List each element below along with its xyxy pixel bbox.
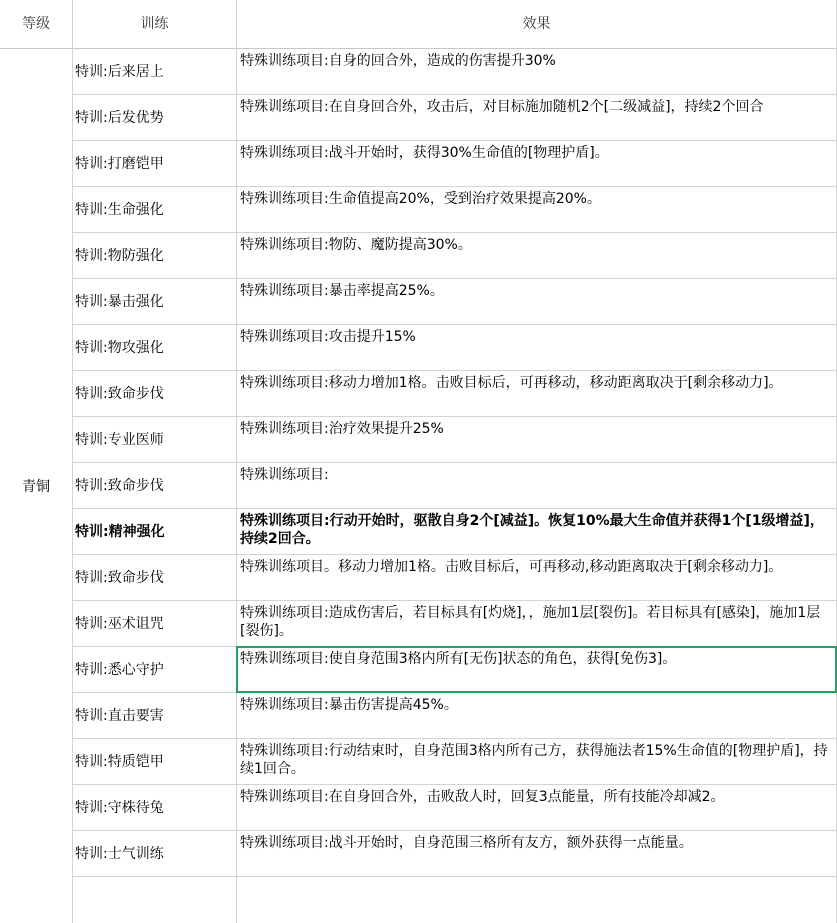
table-row	[0, 233, 837, 279]
training-name-cell[interactable]: 特训:物攻强化	[73, 325, 237, 371]
effect-cell[interactable]: 特殊训练项目:移动力增加1格。击败目标后，可再移动，移动距离取决于[剩余移动力]。	[237, 371, 837, 417]
table-row	[0, 279, 837, 325]
table-row	[0, 95, 837, 141]
training-name-cell[interactable]: 特训:致命步伐	[73, 463, 237, 509]
effect-cell[interactable]: 特殊训练项目:自身的回合外，造成的伤害提升30%	[237, 49, 837, 95]
effect-cell[interactable]: 特殊训练项目:暴击伤害提高45%。	[237, 693, 837, 739]
table-row	[0, 463, 837, 509]
training-name-cell[interactable]: 特训:特质铠甲	[73, 739, 237, 785]
training-name-cell[interactable]: 特训:致命步伐	[73, 555, 237, 601]
table-row	[0, 739, 837, 785]
header-row	[0, 0, 837, 49]
effect-cell[interactable]: 特殊训练项目:使自身范围3格内所有[无伤]状态的角色，获得[免伤3]。	[237, 647, 837, 693]
training-name-cell[interactable]: 特训:物防强化	[73, 233, 237, 279]
training-name-cell[interactable]: 特训:专业医师	[73, 417, 237, 463]
empty-row	[0, 877, 837, 923]
header-training[interactable]: 训练	[73, 0, 237, 49]
table-row	[0, 601, 837, 647]
effect-cell[interactable]: 特殊训练项目:治疗效果提升25%	[237, 417, 837, 463]
table-row	[0, 49, 837, 95]
grade-cell[interactable]: 青铜	[0, 49, 73, 923]
training-name-cell[interactable]: 特训:后来居上	[73, 49, 237, 95]
header-grade[interactable]: 等级	[0, 0, 73, 49]
effect-cell[interactable]: 特殊训练项目:生命值提高20%，受到治疗效果提高20%。	[237, 187, 837, 233]
table-row	[0, 555, 837, 601]
effect-cell[interactable]: 特殊训练项目:暴击率提高25%。	[237, 279, 837, 325]
effect-cell[interactable]: 特殊训练项目:行动开始时，驱散自身2个[减益]。恢复10%最大生命值并获得1个[1级增益]，持续2回合。	[237, 509, 837, 555]
effect-cell[interactable]: 特殊训练项目:物防、魔防提高30%。	[237, 233, 837, 279]
header-effect[interactable]: 效果	[237, 0, 837, 49]
table-row	[0, 141, 837, 187]
table-row	[0, 371, 837, 417]
training-name-cell[interactable]: 特训:暴击强化	[73, 279, 237, 325]
training-name-cell[interactable]: 特训:士气训练	[73, 831, 237, 877]
training-name-cell[interactable]: 特训:巫术诅咒	[73, 601, 237, 647]
empty-cell[interactable]	[73, 877, 237, 923]
table-row	[0, 187, 837, 233]
training-name-cell[interactable]: 特训:打磨铠甲	[73, 141, 237, 187]
table-row	[0, 693, 837, 739]
table-row	[0, 647, 837, 693]
table-row	[0, 785, 837, 831]
effect-cell[interactable]: 特殊训练项目:在自身回合外，攻击后，对目标施加随机2个[二级减益]，持续2个回合	[237, 95, 837, 141]
empty-cell[interactable]	[237, 877, 837, 923]
training-name-cell[interactable]: 特训:悉心守护	[73, 647, 237, 693]
training-name-cell[interactable]: 特训:守株待兔	[73, 785, 237, 831]
effect-cell[interactable]: 特殊训练项目:战斗开始时，获得30%生命值的[物理护盾]。	[237, 141, 837, 187]
table-row	[0, 831, 837, 877]
effect-cell[interactable]: 特殊训练项目:战斗开始时，自身范围三格所有友方，额外获得一点能量。	[237, 831, 837, 877]
effect-cell[interactable]: 特殊训练项目:攻击提升15%	[237, 325, 837, 371]
training-name-cell[interactable]: 特训:致命步伐	[73, 371, 237, 417]
table-row	[0, 417, 837, 463]
effect-cell[interactable]: 特殊训练项目:行动结束时，自身范围3格内所有己方，获得施法者15%生命值的[物理护盾]，持续1回合。	[237, 739, 837, 785]
training-name-cell[interactable]: 特训:直击要害	[73, 693, 237, 739]
table-row	[0, 325, 837, 371]
training-name-cell[interactable]: 特训:精神强化	[73, 509, 237, 555]
training-name-cell[interactable]: 特训:生命强化	[73, 187, 237, 233]
training-name-cell[interactable]: 特训:后发优势	[73, 95, 237, 141]
effect-cell[interactable]: 特殊训练项目:在自身回合外，击败敌人时，回复3点能量，所有技能冷却减2。	[237, 785, 837, 831]
effect-cell[interactable]: 特殊训练项目:	[237, 463, 837, 509]
table-row	[0, 509, 837, 555]
effect-cell[interactable]: 特殊训练项目。移动力增加1格。击败目标后，可再移动,移动距离取决于[剩余移动力]。	[237, 555, 837, 601]
effect-cell[interactable]: 特殊训练项目:造成伤害后，若目标具有[灼烧]，，施加1层[裂伤]。若目标具有[感染]，施加1层[裂伤]。	[237, 601, 837, 647]
